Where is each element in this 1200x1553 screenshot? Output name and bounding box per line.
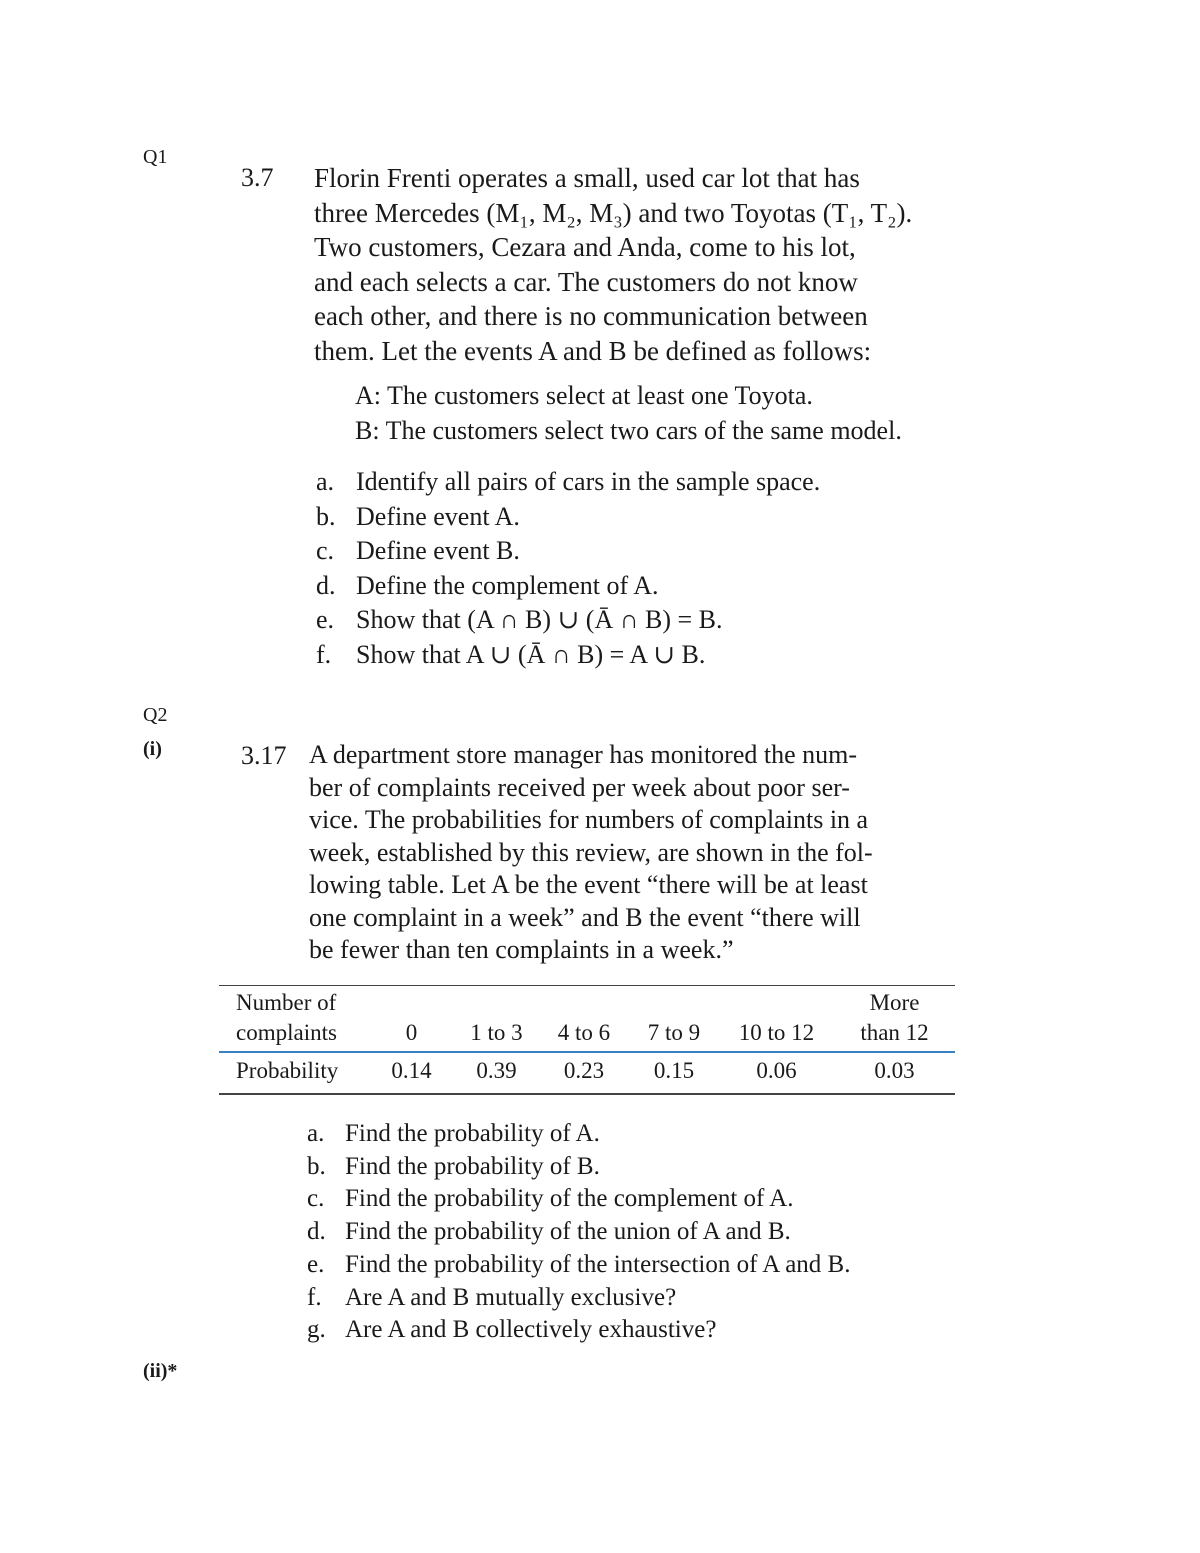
table-cell: 0.39 [476, 1058, 517, 1083]
statement-line: ber of complaints received per week about poor ser- [309, 772, 850, 802]
list-item: a. Find the probability of A. [307, 1120, 600, 1147]
list-item: g. Are A and B collectively exhaustive? [307, 1316, 717, 1344]
table-cell: 0.14 [391, 1058, 432, 1083]
statement-line: one complaint in a week” and B the event “there will [309, 902, 861, 932]
problem-number-3-7: 3.7 [241, 163, 274, 192]
event-a-definition: A: The customers select at least one Toyota. [355, 381, 813, 410]
table-header-cell: 0 [405, 1020, 418, 1045]
statement-line: Two customers, Cezara and Anda, come to his lot, [314, 232, 856, 262]
table-header-cell: than 12 [860, 1020, 929, 1045]
event-b-definition: B: The customers select two cars of the same model. [355, 416, 902, 445]
list-item: a. Identify all pairs of cars in the sample space. [316, 467, 821, 496]
table-row [219, 1046, 955, 1084]
table-header-row [219, 984, 955, 1016]
table-header-cell: 4 to 6 [557, 1020, 611, 1045]
problem-3-17-statement [309, 739, 873, 967]
problem-3-7-statement [314, 161, 912, 368]
statement-line: Florin Frenti operates a small, used car lot that has [314, 163, 860, 193]
statement-line: week, established by this review, are shown in the fol- [309, 837, 873, 867]
table-cell: Probability [236, 1058, 339, 1083]
table-header-cell: Number of [236, 990, 337, 1015]
list-item: d. Find the probability of the union of A and B. [307, 1218, 791, 1246]
statement-line: them. Let the events A and B be defined as follows: [314, 335, 872, 366]
statement-line: lowing table. Let A be the event “there will be at least [309, 870, 868, 899]
statement-line: and each selects a car. The customers do not know [314, 266, 858, 297]
table-header-cell: 10 to 12 [738, 1020, 815, 1045]
statement-line: vice. The probabilities for numbers of complaints in a [309, 805, 869, 834]
problem-3-7-items [316, 465, 820, 672]
statement-line: A department store manager has monitored the num- [309, 740, 858, 769]
problem-number-3-17: 3.17 [241, 741, 287, 770]
table-cell: 0.23 [563, 1058, 605, 1083]
complaints-probability-table [219, 984, 955, 1084]
list-item: b. Find the probability of B. [307, 1152, 600, 1180]
event-definitions [355, 378, 902, 448]
statement-line: each other, and there is no communication between [314, 301, 868, 331]
list-item: c. Find the probability of the complement of A. [307, 1185, 794, 1213]
table-cell: 0.15 [653, 1058, 695, 1083]
table-cell: 0.03 [874, 1058, 915, 1083]
problem-3-17-items [307, 1118, 850, 1347]
list-item: b. Define event A. [316, 501, 520, 531]
list-item: f. Are A and B mutually exclusive? [307, 1283, 677, 1311]
table-cell: 0.06 [756, 1058, 797, 1083]
q2-sub-i-label: (i) [143, 738, 162, 760]
table-bottom-rule [219, 1093, 955, 1095]
q1-label: Q1 [143, 146, 168, 168]
q2-label: Q2 [143, 704, 168, 726]
list-item: e. Find the probability of the intersection of A and B. [307, 1250, 851, 1278]
list-item: c. Define event B. [316, 536, 520, 565]
statement-line: three Mercedes (M₁, M₂, M₃) and two Toyotas (T₁, T₂). [314, 197, 913, 228]
list-item: e. Show that (A ∩ B) ∪ (Ā ∩ B) = B. [316, 605, 723, 634]
q2-sub-ii-label: (ii)* [143, 1360, 178, 1382]
table-header-cell: 7 to 9 [647, 1020, 701, 1045]
statement-line: be fewer than ten complaints in a week.” [309, 935, 734, 964]
table-header-cell: 1 to 3 [470, 1020, 523, 1045]
list-item: f. Show that A ∪ (Ā ∩ B) = A ∪ B. [316, 639, 706, 669]
table-header-row [219, 1016, 955, 1046]
list-item: d. Define the complement of A. [316, 570, 659, 600]
table-header-cell: complaints [236, 1020, 337, 1045]
table-header-cell: More [869, 990, 920, 1015]
